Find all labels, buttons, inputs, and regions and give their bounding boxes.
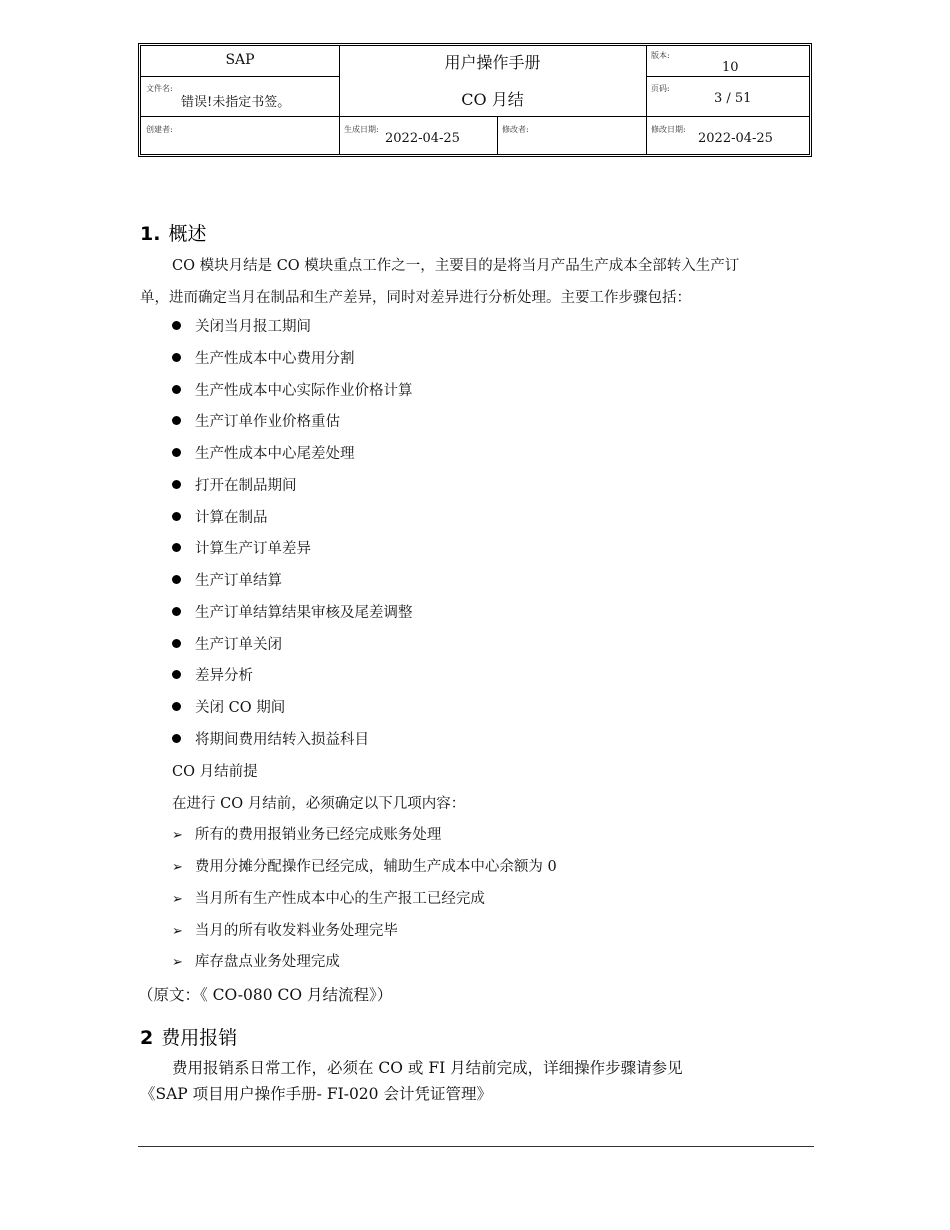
- arrow-bullet-icon: ➢: [172, 955, 183, 970]
- version-value: 10: [722, 60, 739, 75]
- bullet-icon: [172, 734, 181, 743]
- prereq-intro: 在进行 CO 月结前，必须确定以下几项内容：: [172, 796, 466, 812]
- section-2-heading: [140, 1023, 237, 1050]
- source-note: （原文：《 CO-080 CO 月结流程》）: [138, 986, 393, 1004]
- list-item: 生产订单作业价格重估: [172, 412, 340, 432]
- list-item: 计算在制品: [172, 508, 268, 528]
- page-cell: [646, 76, 809, 116]
- footer-rule: [138, 1146, 814, 1147]
- intro-line-2: 单，进而确定当月在制品和生产差异，同时对差异进行分析处理。主要工作步骤包括：: [140, 290, 691, 306]
- company-name: SAP: [225, 52, 255, 68]
- list-item: ➢ 当月的所有收发料业务处理完毕: [172, 921, 398, 942]
- bullet-icon: [172, 543, 181, 552]
- creator-cell: [141, 116, 339, 154]
- modified-date-value: 2022-04-25: [698, 131, 773, 146]
- page-value: 3 / 51: [714, 91, 752, 106]
- filename-cell: [141, 76, 339, 116]
- list-item: 生产性成本中心实际作业价格计算: [172, 381, 413, 401]
- bullet-icon: [172, 480, 181, 489]
- list-item: 生产订单关闭: [172, 635, 282, 655]
- bullet-icon: [172, 670, 181, 679]
- list-item: 将期间费用结转入损益科目: [172, 730, 369, 750]
- bullet-icon: [172, 575, 181, 584]
- list-item: 计算生产订单差异: [172, 539, 311, 559]
- list-item: 关闭当月报工期间: [172, 317, 311, 337]
- bullet-icon: [172, 321, 181, 330]
- arrow-bullet-icon: ➢: [172, 924, 183, 939]
- bullet-icon: [172, 353, 181, 362]
- bullet-icon: [172, 639, 181, 648]
- modifier-cell: [497, 116, 646, 154]
- list-item: 生产订单结算结果审核及尾差调整: [172, 603, 413, 623]
- section-2-title: 费用报销: [161, 1027, 238, 1049]
- section-2-line-2: 《SAP 项目用户操作手册- FI-020 会计凭证管理》: [140, 1085, 492, 1103]
- header-table: [138, 43, 812, 157]
- list-item: ➢ 库存盘点业务处理完成: [172, 952, 340, 973]
- list-item: 生产性成本中心尾差处理: [172, 444, 355, 464]
- list-item: 差异分析: [172, 666, 253, 686]
- section-1-number: 1.: [140, 223, 161, 245]
- bullet-icon: [172, 385, 181, 394]
- manual-title: 用户操作手册: [444, 53, 541, 72]
- arrow-bullet-icon: ➢: [172, 892, 183, 907]
- page-label: 页码:: [651, 84, 670, 93]
- section-2-number: 2: [140, 1027, 154, 1049]
- bullet-icon: [172, 607, 181, 616]
- arrow-bullet-icon: ➢: [172, 860, 183, 875]
- bullet-icon: [172, 512, 181, 521]
- list-item: ➢ 当月所有生产性成本中心的生产报工已经完成: [172, 889, 485, 910]
- filename-value: 错误!未指定书签。: [181, 95, 291, 110]
- created-date-cell: [339, 116, 497, 154]
- modifier-label: 修改者:: [502, 125, 529, 134]
- arrow-bullet-icon: ➢: [172, 828, 183, 843]
- filename-label: 文件名:: [146, 84, 173, 93]
- intro-line-1: CO 模块月结是 CO 模块重点工作之一，主要目的是将当月产品生产成本全部转入生产订: [172, 258, 740, 274]
- list-item: 打开在制品期间: [172, 476, 297, 496]
- modified-date-label: 修改日期:: [651, 125, 686, 134]
- created-date-label: 生成日期:: [344, 125, 379, 134]
- creator-label: 创建者:: [146, 125, 173, 134]
- created-date-value: 2022-04-25: [385, 131, 460, 146]
- modified-date-cell: [646, 116, 809, 154]
- version-label: 版本:: [651, 51, 670, 60]
- list-item: 生产订单结算: [172, 571, 282, 591]
- bullet-icon: [172, 448, 181, 457]
- bullet-icon: [172, 702, 181, 711]
- list-item: 关闭 CO 期间: [172, 698, 285, 718]
- section-1-title: 概述: [168, 223, 207, 245]
- prereq-title: CO 月结前提: [172, 764, 258, 780]
- section-2-line-1: 费用报销系日常工作，必须在 CO 或 FI 月结前完成，详细操作步骤请参见: [172, 1059, 683, 1077]
- version-cell: [646, 46, 809, 76]
- list-item: ➢ 所有的费用报销业务已经完成账务处理: [172, 825, 441, 846]
- list-item: ➢ 费用分摊分配操作已经完成，辅助生产成本中心余额为 0: [172, 857, 557, 878]
- manual-subtitle: CO 月结: [461, 90, 524, 109]
- section-1-heading: [140, 219, 206, 246]
- bullet-icon: [172, 416, 181, 425]
- list-item: 生产性成本中心费用分割: [172, 349, 355, 369]
